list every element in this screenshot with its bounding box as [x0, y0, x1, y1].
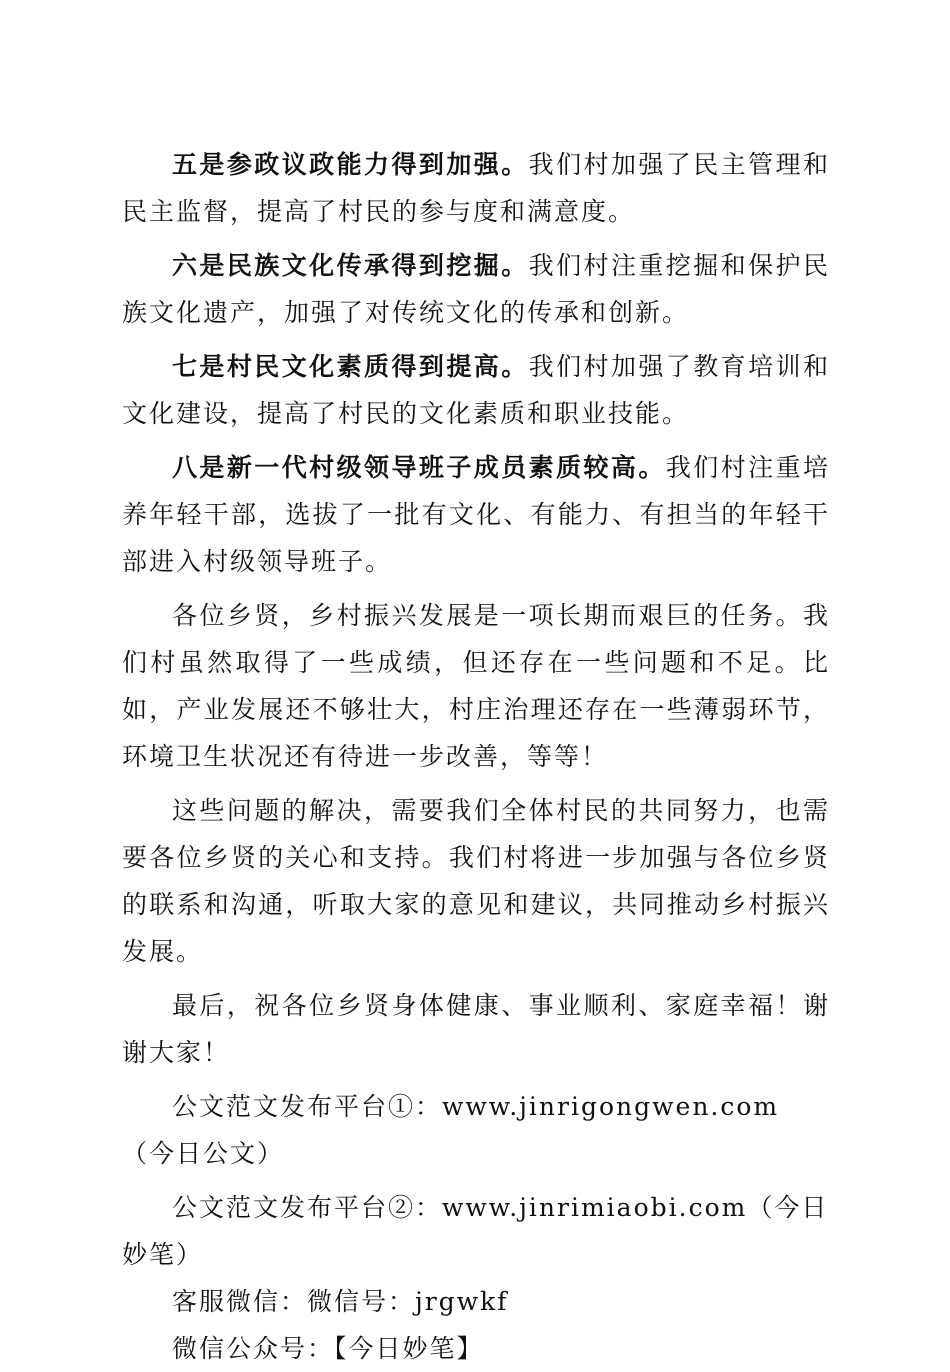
footer-platform-2: 公文范文发布平台②：www.jinrimiaobi.com（今日妙笔）	[122, 1193, 829, 1269]
paragraph-5	[122, 141, 830, 235]
paragraph-solutions	[122, 787, 830, 975]
paragraph-6	[122, 242, 830, 336]
paragraph-5-lead: 五是参政议政能力得到加强。	[172, 150, 529, 179]
paragraph-solutions-text: 这些问题的解决，需要我们全体村民的共同努力，也需要各位乡贤的关心和支持。我们村将进一步加强与各位乡贤的联系和沟通，听取大家的意见和建议，共同推动乡村振兴发展。	[122, 796, 830, 966]
paragraph-6-lead: 六是民族文化传承得到挖掘。	[172, 251, 529, 280]
paragraph-7	[122, 343, 830, 437]
paragraph-8-text: 我们村注重培养年轻干部，选拔了一批有文化、有能力、有担当的年轻干部进入村级领导班子。	[122, 453, 830, 576]
footer-official-account: 微信公众号：【今日妙笔】	[172, 1334, 484, 1363]
paragraph-closing	[122, 982, 830, 1076]
paragraph-problems	[122, 592, 830, 780]
paragraph-8-lead: 八是新一代村级领导班子成员素质较高。	[172, 453, 666, 482]
paragraph-8	[122, 444, 830, 585]
footer-platform-1: 公文范文发布平台①：www.jinrigongwen.com（今日公文）	[122, 1092, 780, 1168]
paragraph-7-lead: 七是村民文化素质得到提高。	[172, 352, 529, 381]
paragraph-7-text: 我们村加强了教育培训和文化建设，提高了村民的文化素质和职业技能。	[122, 352, 830, 428]
paragraph-closing-text: 最后，祝各位乡贤身体健康、事业顺利、家庭幸福！谢谢大家！	[122, 991, 830, 1067]
paragraph-problems-text: 各位乡贤，乡村振兴发展是一项长期而艰巨的任务。我们村虽然取得了一些成绩，但还存在一些问题和不足。比如，产业发展还不够壮大，村庄治理还存在一些薄弱环节，环境卫生状况还有待进一步改善，等等！	[122, 601, 830, 771]
paragraph-5-text: 我们村加强了民主管理和民主监督，提高了村民的参与度和满意度。	[122, 150, 830, 226]
paragraph-6-text: 我们村注重挖掘和保护民族文化遗产，加强了对传统文化的传承和创新。	[122, 251, 830, 327]
footer-service-wechat: 客服微信：微信号：jrgwkf	[172, 1287, 509, 1316]
